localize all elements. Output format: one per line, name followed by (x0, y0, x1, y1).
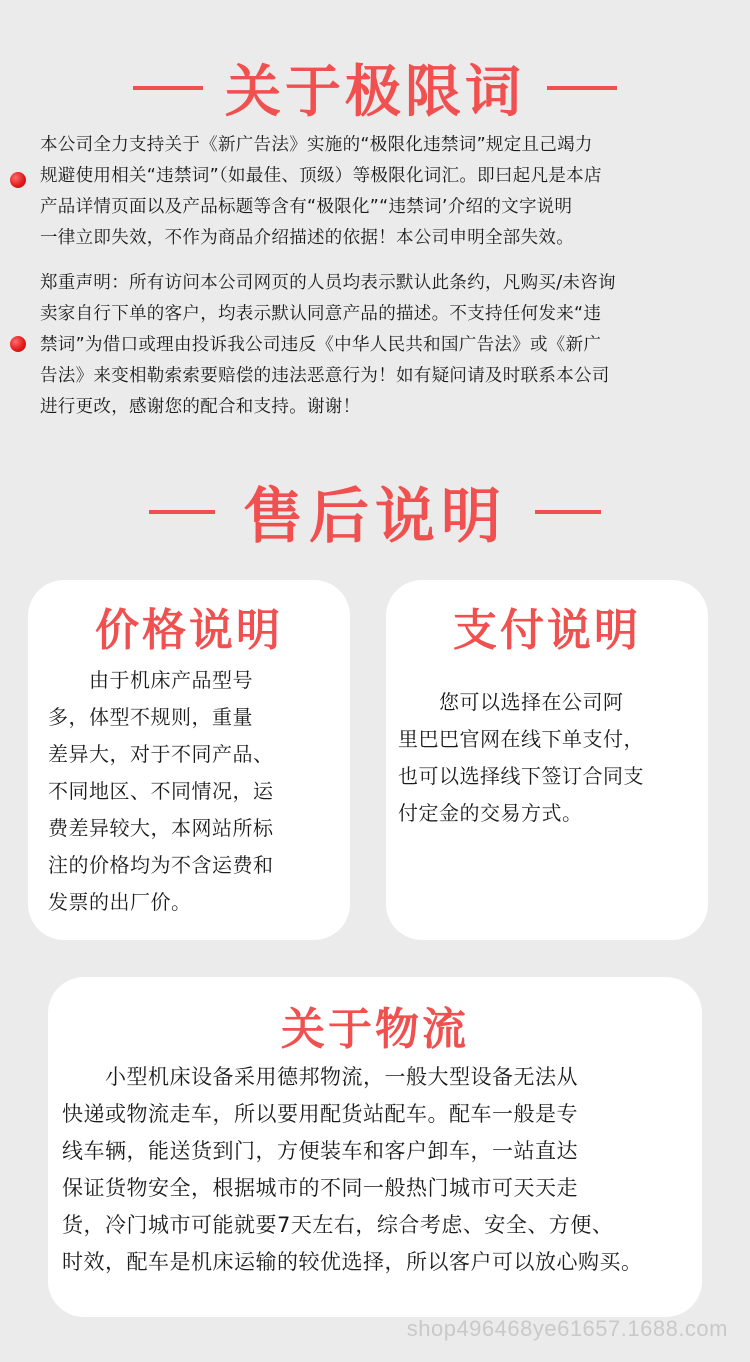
card-title: 价格说明 (95, 605, 283, 656)
statement-line: 郑重声明：所有访问本公司网页的人员均表示默认此条约，凡购买/未咨询 (40, 273, 616, 293)
card-title: 支付说明 (453, 605, 641, 656)
card-line: 也可以选择线下签订合同支 (398, 764, 644, 788)
card-line: 付定金的交易方式。 (398, 801, 583, 825)
notice-line: 本公司全力支持关于《新广告法》实施的“极限化违禁词”规定且己竭力 (40, 135, 593, 155)
card-title: 关于物流 (281, 1004, 469, 1055)
red-dot-bullet-icon (10, 172, 26, 188)
card-line: 发票的出厂价。 (48, 890, 192, 914)
section-title-text: 售后说明 (243, 482, 507, 552)
card-line: 您可以选择在公司阿 (398, 690, 624, 714)
card-line: 由于机床产品型号 (48, 668, 253, 692)
card-line: 注的价格均为不含运费和 (48, 853, 274, 877)
card-body (48, 662, 274, 921)
card-line: 线车辆，能送货到门，方便装车和客户卸车，一站直达 (62, 1139, 578, 1163)
section-title-extreme-words (0, 48, 750, 128)
title-dash-left (149, 510, 215, 514)
statement-line: 禁词”为借口或理由投诉我公司违反《中华人民共和国广告法》或《新广 (40, 335, 602, 355)
card-line: 货，冷门城市可能就要7天左右，综合考虑、安全、方便、 (62, 1213, 614, 1237)
title-dash-right (535, 510, 601, 514)
card-line: 快递或物流走车，所以要用配货站配车。配车一般是专 (62, 1102, 578, 1126)
title-dash-left (133, 86, 203, 90)
notice-line: 一律立即失效，不作为商品介绍描述的依据！本公司申明全部失效。 (40, 228, 574, 248)
card-line: 不同地区、不同情况，运 (48, 779, 274, 803)
card-line: 差异大，对于不同产品、 (48, 742, 274, 766)
card-line: 时效，配车是机床运输的较优选择，所以客户可以放心购买。 (62, 1250, 643, 1274)
notice-line: 产品详情页面以及产品标题等含有“极限化”“违禁词’介绍的文字说明 (40, 197, 573, 217)
card-line: 小型机床设备采用德邦物流，一般大型设备无法从 (62, 1065, 578, 1089)
logistics-info-card (48, 977, 702, 1317)
red-dot-bullet-icon (10, 336, 26, 352)
title-dash-right (547, 86, 617, 90)
payment-info-card (386, 580, 708, 940)
statement-line: 告法》来变相勒索索要赔偿的违法恶意行为！如有疑问请及时联系本公司 (40, 366, 610, 386)
shop-url-watermark: shop496468ye61657.1688.com (406, 1316, 728, 1341)
card-line: 里巴巴官网在线下单支付， (398, 727, 644, 751)
card-line: 保证货物安全，根据城市的不同一般热门城市可天天走 (62, 1176, 578, 1200)
statement-line: 进行更改，感谢您的配合和支持。谢谢！ (40, 397, 361, 417)
card-line: 费差异较大，本网站所标 (48, 816, 274, 840)
card-body (398, 684, 644, 832)
card-body (62, 1059, 643, 1281)
section-title-after-sales (0, 472, 750, 552)
price-info-card (28, 580, 350, 940)
card-line: 多，体型不规则，重量 (48, 705, 253, 729)
notice-line: 规避使用相关“违禁词”（如最佳、顶级）等极限化词汇。即曰起凡是本店 (40, 166, 602, 186)
statement-line: 卖家自行下单的客户，均表示默认同意产品的描述。不支持任何发来“违 (40, 304, 602, 324)
section-title-text: 关于极限词 (225, 60, 525, 125)
extreme-words-notice (40, 130, 730, 254)
solemn-statement (40, 268, 730, 423)
